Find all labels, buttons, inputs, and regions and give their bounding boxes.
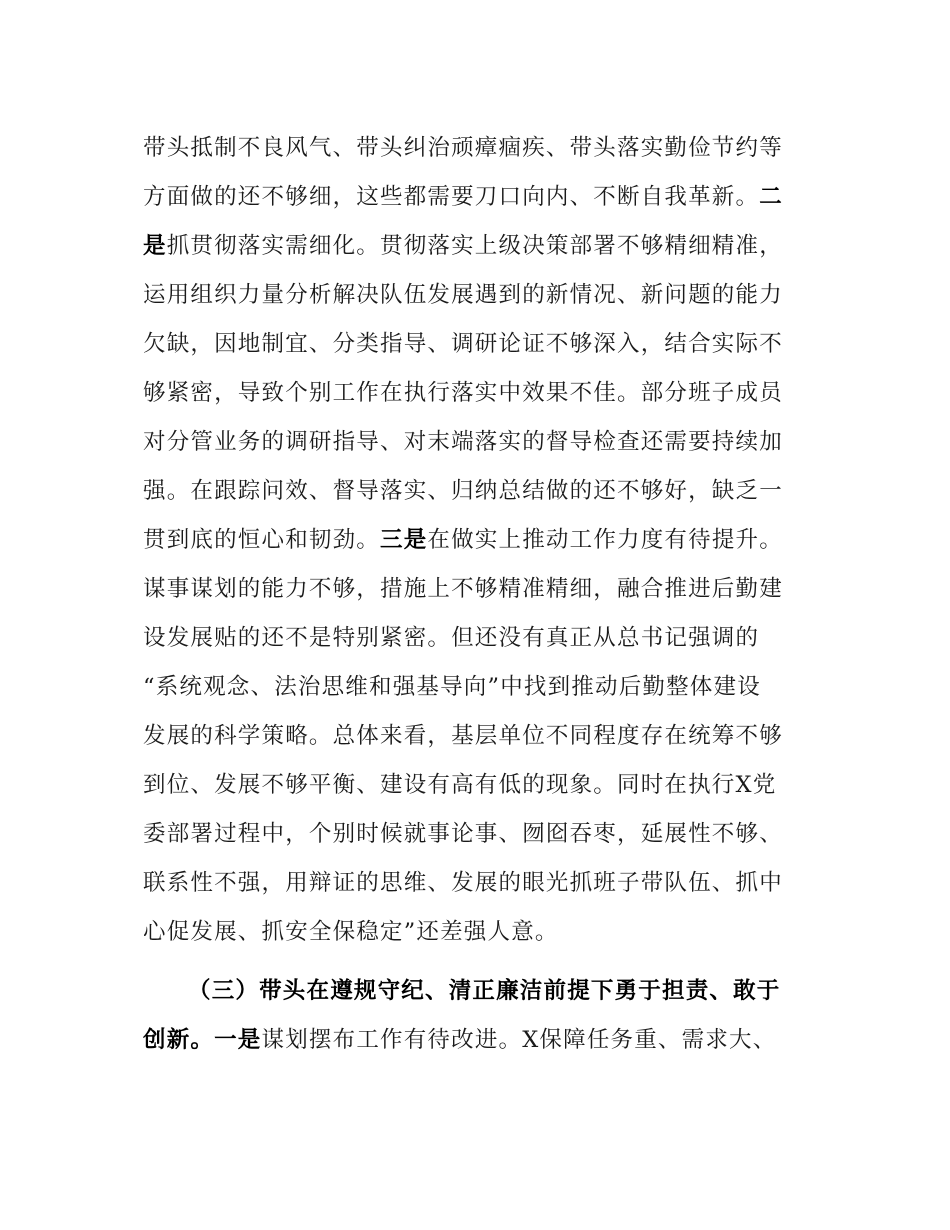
text-run: 在做实上推动工作力度有待提升。: [427, 527, 783, 553]
paragraph-section-three: [143, 967, 818, 1065]
bold-text-run: 是: [143, 233, 167, 259]
text-run: 谋事谋划的能力不够，措施上不够精准精细，融合推进后勤建: [143, 576, 783, 602]
text-line: [143, 516, 818, 565]
document-body: [143, 124, 818, 1065]
text-line: [143, 712, 818, 761]
text-line: [143, 222, 818, 271]
text-line: [143, 369, 818, 418]
bold-text-run: 三是: [380, 527, 428, 553]
text-line: [143, 565, 818, 614]
text-line: [143, 320, 818, 369]
text-run: 欠缺，因地制宜、分类指导、调研论证不够深入，结合实际不: [143, 331, 783, 357]
bold-text-run: 创新。一是: [143, 1027, 262, 1053]
text-run: 委部署过程中，个别时候就事论事、囫囵吞枣，延展性不够、: [143, 821, 783, 847]
text-run: 抓贯彻落实需细化。贯彻落实上级决策部署不够精细精准，: [166, 233, 783, 259]
text-line: [143, 663, 818, 712]
text-run: 带头抵制不良风气、带头纠治顽瘴痼疾、带头落实勤俭节约等: [143, 135, 783, 161]
text-line: [143, 124, 818, 173]
text-run: 谋划摆布工作有待改进。X保障任务重、需求大、: [261, 1027, 777, 1053]
text-run: 联系性不强，用辩证的思维、发展的眼光抓班子带队伍、抓中: [143, 870, 783, 896]
text-line: [143, 418, 818, 467]
text-run: 发展的科学策略。总体来看，基层单位不同程度存在统筹不够: [143, 723, 783, 749]
text-line: [143, 467, 818, 516]
text-run: 贯到底的恒心和韧劲。: [143, 527, 381, 553]
text-line: [143, 173, 818, 222]
text-run: “系统观念、法治思维和强基导向”中找到推动后勤整体建设: [143, 674, 761, 700]
text-run: 设发展贴的还不是特别紧密。但还没有真正从总书记强调的: [143, 625, 760, 651]
bold-text-run: 二: [759, 184, 783, 210]
text-line: [143, 810, 818, 859]
text-run: 对分管业务的调研指导、对末端落实的督导检查还需要持续加: [143, 429, 783, 455]
text-line: [143, 859, 818, 908]
text-line: [143, 614, 818, 663]
text-run: 心促发展、抓安全保稳定”还差强人意。: [143, 919, 559, 945]
text-run: 方面做的还不够细，这些都需要刀口向内、不断自我革新。: [143, 184, 760, 210]
text-line: [143, 271, 818, 320]
text-line: [143, 908, 818, 957]
text-run: 运用组织力量分析解决队伍发展遇到的新情况、新问题的能力: [143, 282, 783, 308]
text-line: [143, 967, 818, 1016]
text-line: [143, 1016, 818, 1065]
bold-text-run: （三）带头在遵规守纪、清正廉洁前提下勇于担责、敢于: [188, 978, 781, 1004]
text-run: 强。在跟踪问效、督导落实、归纳总结做的还不够好，缺乏一: [143, 478, 783, 504]
paragraph-gap: [143, 957, 818, 967]
paragraph-continuation: [143, 124, 818, 957]
text-run: 够紧密，导致个别工作在执行落实中效果不佳。部分班子成员: [143, 380, 783, 406]
text-run: 到位、发展不够平衡、建设有高有低的现象。同时在执行X党: [143, 772, 777, 798]
text-line: [143, 761, 818, 810]
